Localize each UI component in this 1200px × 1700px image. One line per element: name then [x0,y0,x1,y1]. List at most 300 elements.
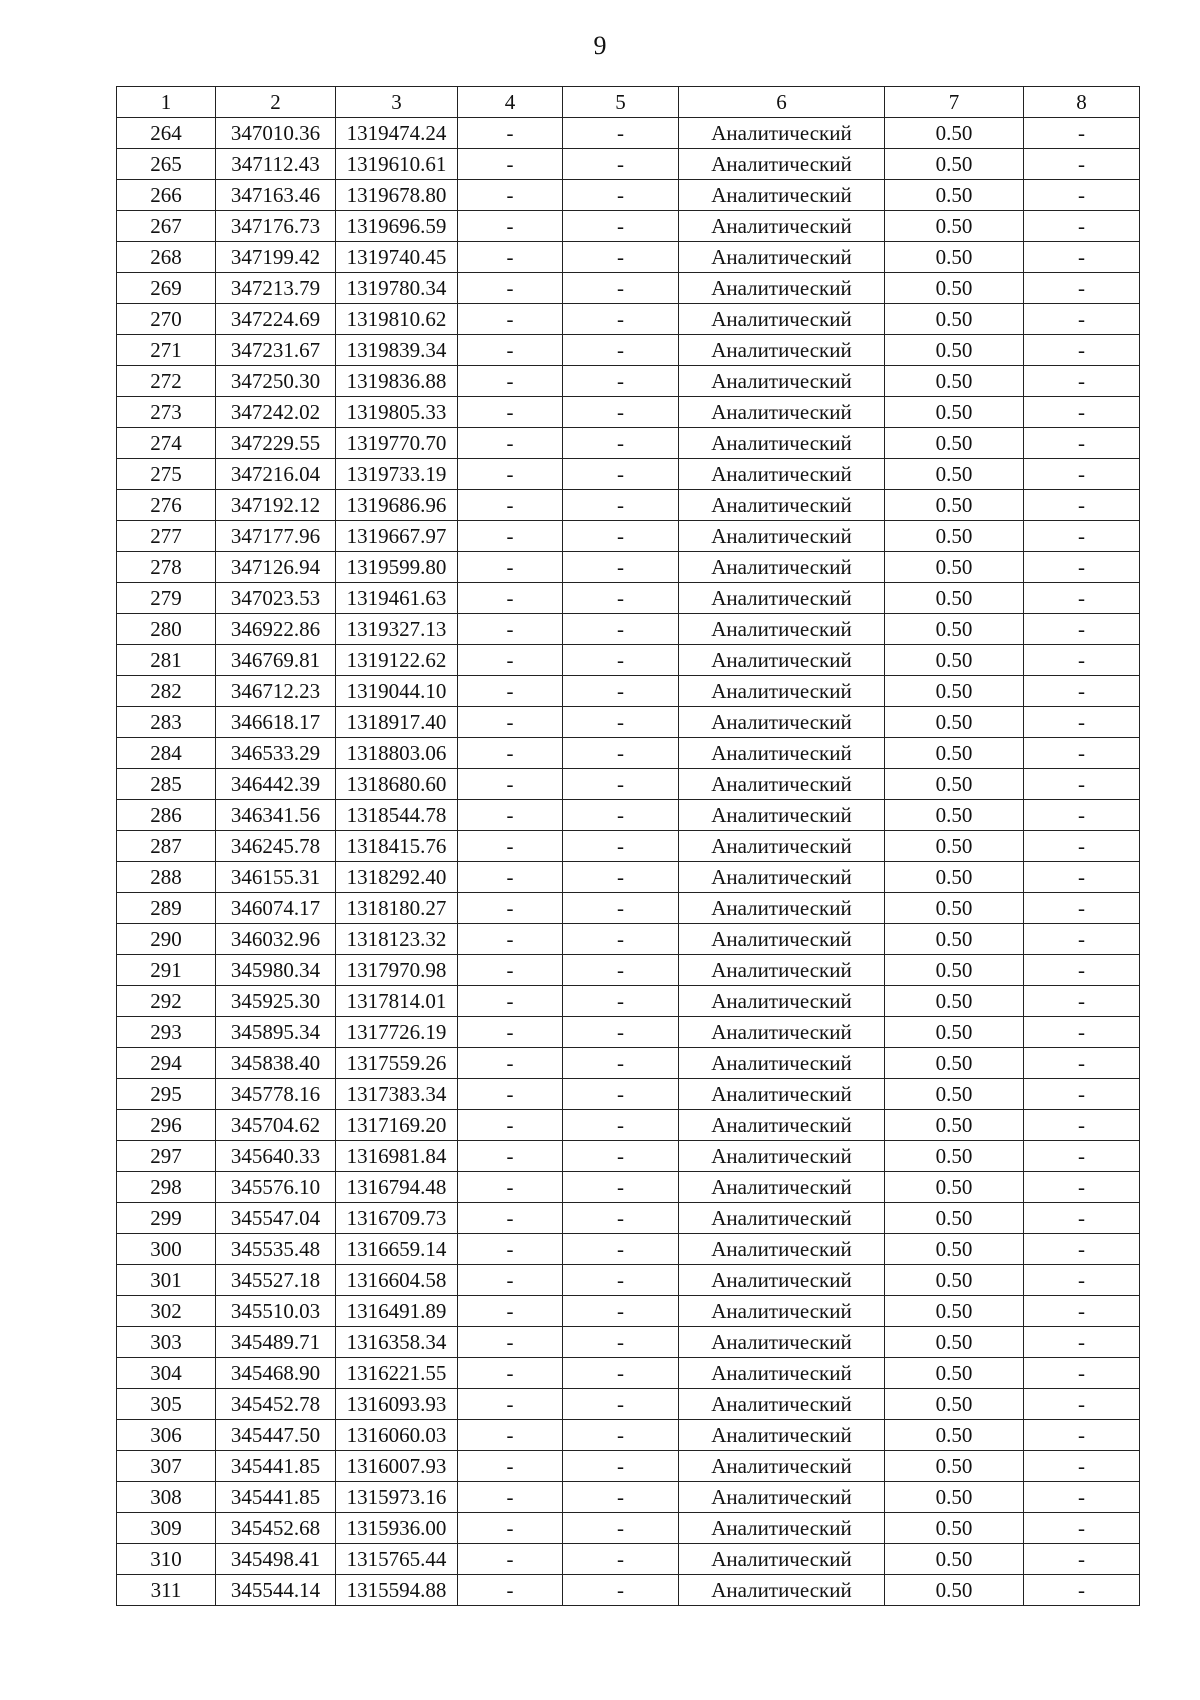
accuracy-cell: 0.50 [885,614,1024,645]
y-coordinate-cell: 1318803.06 [336,738,458,769]
y-coordinate-cell: 1316659.14 [336,1234,458,1265]
table-row [117,583,1140,614]
column-5-cell: - [563,1327,679,1358]
accuracy-cell: 0.50 [885,1079,1024,1110]
column-8-cell: - [1024,1327,1140,1358]
accuracy-cell: 0.50 [885,1575,1024,1606]
table-header-row [117,87,1140,118]
point-number-cell: 269 [117,273,216,304]
column-4-cell: - [458,490,563,521]
table-row [117,645,1140,676]
column-4-cell: - [458,1513,563,1544]
column-4-cell: - [458,862,563,893]
column-8-cell: - [1024,552,1140,583]
table-row [117,893,1140,924]
x-coordinate-cell: 345640.33 [216,1141,336,1172]
accuracy-cell: 0.50 [885,831,1024,862]
table-row [117,1203,1140,1234]
accuracy-cell: 0.50 [885,521,1024,552]
column-4-cell: - [458,1017,563,1048]
column-8-cell: - [1024,1017,1140,1048]
column-4-cell: - [458,1358,563,1389]
accuracy-cell: 0.50 [885,676,1024,707]
column-4-cell: - [458,1079,563,1110]
column-5-cell: - [563,366,679,397]
column-4-cell: - [458,1420,563,1451]
column-8-cell: - [1024,769,1140,800]
y-coordinate-cell: 1315936.00 [336,1513,458,1544]
accuracy-cell: 0.50 [885,738,1024,769]
y-coordinate-cell: 1319686.96 [336,490,458,521]
column-8-cell: - [1024,1451,1140,1482]
point-number-cell: 276 [117,490,216,521]
column-5-cell: - [563,924,679,955]
y-coordinate-cell: 1319780.34 [336,273,458,304]
table-row [117,986,1140,1017]
x-coordinate-cell: 345441.85 [216,1482,336,1513]
column-5-cell: - [563,521,679,552]
method-cell: Аналитический [679,1234,885,1265]
method-cell: Аналитический [679,583,885,614]
x-coordinate-cell: 347224.69 [216,304,336,335]
point-number-cell: 271 [117,335,216,366]
column-8-cell: - [1024,831,1140,862]
point-number-cell: 298 [117,1172,216,1203]
column-8-cell: - [1024,862,1140,893]
method-cell: Аналитический [679,986,885,1017]
y-coordinate-cell: 1316221.55 [336,1358,458,1389]
column-4-cell: - [458,1482,563,1513]
column-5-cell: - [563,490,679,521]
point-number-cell: 296 [117,1110,216,1141]
column-5-cell: - [563,893,679,924]
accuracy-cell: 0.50 [885,1389,1024,1420]
column-4-cell: - [458,1110,563,1141]
y-coordinate-cell: 1319461.63 [336,583,458,614]
accuracy-cell: 0.50 [885,1544,1024,1575]
column-5-cell: - [563,800,679,831]
column-5-cell: - [563,335,679,366]
method-cell: Аналитический [679,955,885,986]
table-row [117,428,1140,459]
y-coordinate-cell: 1316007.93 [336,1451,458,1482]
method-cell: Аналитический [679,428,885,459]
column-4-cell: - [458,273,563,304]
column-5-cell: - [563,1017,679,1048]
table-row [117,1172,1140,1203]
method-cell: Аналитический [679,180,885,211]
column-4-cell: - [458,986,563,1017]
column-8-cell: - [1024,1296,1140,1327]
x-coordinate-cell: 347229.55 [216,428,336,459]
method-cell: Аналитический [679,1420,885,1451]
column-5-cell: - [563,645,679,676]
method-cell: Аналитический [679,1575,885,1606]
column-8-cell: - [1024,490,1140,521]
point-number-cell: 305 [117,1389,216,1420]
x-coordinate-cell: 345576.10 [216,1172,336,1203]
y-coordinate-cell: 1317559.26 [336,1048,458,1079]
method-cell: Аналитический [679,459,885,490]
y-coordinate-cell: 1318544.78 [336,800,458,831]
y-coordinate-cell: 1319839.34 [336,335,458,366]
point-number-cell: 294 [117,1048,216,1079]
method-cell: Аналитический [679,335,885,366]
accuracy-cell: 0.50 [885,118,1024,149]
column-4-cell: - [458,1048,563,1079]
table-row [117,1358,1140,1389]
column-8-cell: - [1024,1544,1140,1575]
x-coordinate-cell: 347250.30 [216,366,336,397]
table-row [117,149,1140,180]
point-number-cell: 270 [117,304,216,335]
column-5-cell: - [563,397,679,428]
x-coordinate-cell: 346074.17 [216,893,336,924]
column-5-cell: - [563,986,679,1017]
column-4-cell: - [458,428,563,459]
column-5-cell: - [563,428,679,459]
table-row [117,1327,1140,1358]
accuracy-cell: 0.50 [885,1141,1024,1172]
y-coordinate-cell: 1319327.13 [336,614,458,645]
x-coordinate-cell: 346922.86 [216,614,336,645]
table-row [117,769,1140,800]
point-number-cell: 301 [117,1265,216,1296]
point-number-cell: 290 [117,924,216,955]
table-row [117,955,1140,986]
x-coordinate-cell: 345895.34 [216,1017,336,1048]
column-8-cell: - [1024,893,1140,924]
column-8-cell: - [1024,1203,1140,1234]
y-coordinate-cell: 1316093.93 [336,1389,458,1420]
column-8-cell: - [1024,738,1140,769]
table-row [117,1544,1140,1575]
column-8-cell: - [1024,273,1140,304]
y-coordinate-cell: 1318415.76 [336,831,458,862]
accuracy-cell: 0.50 [885,397,1024,428]
column-5-cell: - [563,738,679,769]
column-4-cell: - [458,1203,563,1234]
table-row [117,521,1140,552]
method-cell: Аналитический [679,831,885,862]
method-cell: Аналитический [679,552,885,583]
column-5-cell: - [563,1544,679,1575]
y-coordinate-cell: 1319733.19 [336,459,458,490]
column-header: 6 [679,87,885,118]
column-5-cell: - [563,707,679,738]
accuracy-cell: 0.50 [885,490,1024,521]
table-row [117,1451,1140,1482]
x-coordinate-cell: 347216.04 [216,459,336,490]
accuracy-cell: 0.50 [885,1327,1024,1358]
point-number-cell: 279 [117,583,216,614]
x-coordinate-cell: 347023.53 [216,583,336,614]
y-coordinate-cell: 1319667.97 [336,521,458,552]
method-cell: Аналитический [679,769,885,800]
point-number-cell: 292 [117,986,216,1017]
x-coordinate-cell: 345704.62 [216,1110,336,1141]
column-4-cell: - [458,645,563,676]
column-4-cell: - [458,211,563,242]
column-8-cell: - [1024,180,1140,211]
column-5-cell: - [563,583,679,614]
x-coordinate-cell: 347112.43 [216,149,336,180]
method-cell: Аналитический [679,1513,885,1544]
table-row [117,1234,1140,1265]
x-coordinate-cell: 345925.30 [216,986,336,1017]
y-coordinate-cell: 1318180.27 [336,893,458,924]
accuracy-cell: 0.50 [885,1234,1024,1265]
x-coordinate-cell: 346341.56 [216,800,336,831]
column-5-cell: - [563,676,679,707]
accuracy-cell: 0.50 [885,1513,1024,1544]
column-8-cell: - [1024,583,1140,614]
y-coordinate-cell: 1319678.80 [336,180,458,211]
y-coordinate-cell: 1319474.24 [336,118,458,149]
column-4-cell: - [458,1451,563,1482]
table-row [117,614,1140,645]
point-number-cell: 311 [117,1575,216,1606]
x-coordinate-cell: 346032.96 [216,924,336,955]
accuracy-cell: 0.50 [885,1017,1024,1048]
column-4-cell: - [458,1544,563,1575]
point-number-cell: 307 [117,1451,216,1482]
y-coordinate-cell: 1316358.34 [336,1327,458,1358]
accuracy-cell: 0.50 [885,273,1024,304]
method-cell: Аналитический [679,1451,885,1482]
method-cell: Аналитический [679,304,885,335]
y-coordinate-cell: 1319810.62 [336,304,458,335]
x-coordinate-cell: 347177.96 [216,521,336,552]
column-8-cell: - [1024,1079,1140,1110]
column-header: 3 [336,87,458,118]
column-5-cell: - [563,1141,679,1172]
accuracy-cell: 0.50 [885,304,1024,335]
column-4-cell: - [458,366,563,397]
table-row [117,862,1140,893]
table-row [117,118,1140,149]
y-coordinate-cell: 1316060.03 [336,1420,458,1451]
table-row [117,676,1140,707]
y-coordinate-cell: 1318917.40 [336,707,458,738]
y-coordinate-cell: 1319696.59 [336,211,458,242]
column-8-cell: - [1024,986,1140,1017]
column-header: 2 [216,87,336,118]
method-cell: Аналитический [679,676,885,707]
x-coordinate-cell: 345489.71 [216,1327,336,1358]
column-8-cell: - [1024,1234,1140,1265]
accuracy-cell: 0.50 [885,862,1024,893]
column-8-cell: - [1024,1482,1140,1513]
x-coordinate-cell: 346618.17 [216,707,336,738]
x-coordinate-cell: 345498.41 [216,1544,336,1575]
column-8-cell: - [1024,1172,1140,1203]
y-coordinate-cell: 1319599.80 [336,552,458,583]
x-coordinate-cell: 345547.04 [216,1203,336,1234]
x-coordinate-cell: 347126.94 [216,552,336,583]
column-4-cell: - [458,459,563,490]
column-8-cell: - [1024,149,1140,180]
method-cell: Аналитический [679,1358,885,1389]
column-8-cell: - [1024,304,1140,335]
column-8-cell: - [1024,1420,1140,1451]
column-8-cell: - [1024,955,1140,986]
table-row [117,1265,1140,1296]
table-row [117,459,1140,490]
x-coordinate-cell: 347199.42 [216,242,336,273]
column-5-cell: - [563,459,679,490]
point-number-cell: 280 [117,614,216,645]
point-number-cell: 265 [117,149,216,180]
column-4-cell: - [458,1172,563,1203]
column-8-cell: - [1024,614,1140,645]
column-4-cell: - [458,924,563,955]
table-row [117,738,1140,769]
x-coordinate-cell: 345452.78 [216,1389,336,1420]
table-row [117,242,1140,273]
column-5-cell: - [563,1296,679,1327]
y-coordinate-cell: 1317726.19 [336,1017,458,1048]
column-4-cell: - [458,707,563,738]
method-cell: Аналитический [679,273,885,304]
point-number-cell: 308 [117,1482,216,1513]
y-coordinate-cell: 1315765.44 [336,1544,458,1575]
accuracy-cell: 0.50 [885,1451,1024,1482]
accuracy-cell: 0.50 [885,1265,1024,1296]
accuracy-cell: 0.50 [885,924,1024,955]
accuracy-cell: 0.50 [885,800,1024,831]
method-cell: Аналитический [679,366,885,397]
y-coordinate-cell: 1317383.34 [336,1079,458,1110]
column-4-cell: - [458,1327,563,1358]
column-4-cell: - [458,242,563,273]
table-row [117,1017,1140,1048]
point-number-cell: 266 [117,180,216,211]
accuracy-cell: 0.50 [885,1172,1024,1203]
point-number-cell: 275 [117,459,216,490]
x-coordinate-cell: 345510.03 [216,1296,336,1327]
table-row [117,552,1140,583]
point-number-cell: 282 [117,676,216,707]
column-header: 8 [1024,87,1140,118]
column-5-cell: - [563,1110,679,1141]
point-number-cell: 299 [117,1203,216,1234]
column-8-cell: - [1024,428,1140,459]
y-coordinate-cell: 1319836.88 [336,366,458,397]
method-cell: Аналитический [679,242,885,273]
accuracy-cell: 0.50 [885,428,1024,459]
column-4-cell: - [458,1389,563,1420]
y-coordinate-cell: 1317814.01 [336,986,458,1017]
method-cell: Аналитический [679,1389,885,1420]
x-coordinate-cell: 347010.36 [216,118,336,149]
method-cell: Аналитический [679,1079,885,1110]
column-5-cell: - [563,955,679,986]
method-cell: Аналитический [679,1172,885,1203]
table-row [117,211,1140,242]
column-5-cell: - [563,273,679,304]
column-4-cell: - [458,738,563,769]
point-number-cell: 281 [117,645,216,676]
method-cell: Аналитический [679,1296,885,1327]
point-number-cell: 284 [117,738,216,769]
column-8-cell: - [1024,1358,1140,1389]
column-4-cell: - [458,614,563,645]
column-4-cell: - [458,769,563,800]
column-5-cell: - [563,180,679,211]
column-8-cell: - [1024,242,1140,273]
x-coordinate-cell: 345838.40 [216,1048,336,1079]
column-5-cell: - [563,1358,679,1389]
column-4-cell: - [458,180,563,211]
accuracy-cell: 0.50 [885,335,1024,366]
accuracy-cell: 0.50 [885,955,1024,986]
method-cell: Аналитический [679,1544,885,1575]
x-coordinate-cell: 345527.18 [216,1265,336,1296]
table-row [117,1389,1140,1420]
y-coordinate-cell: 1315973.16 [336,1482,458,1513]
method-cell: Аналитический [679,1482,885,1513]
table-row [117,180,1140,211]
column-4-cell: - [458,397,563,428]
x-coordinate-cell: 347213.79 [216,273,336,304]
x-coordinate-cell: 345980.34 [216,955,336,986]
column-8-cell: - [1024,1513,1140,1544]
point-number-cell: 285 [117,769,216,800]
column-8-cell: - [1024,645,1140,676]
method-cell: Аналитический [679,1048,885,1079]
point-number-cell: 277 [117,521,216,552]
point-number-cell: 295 [117,1079,216,1110]
column-8-cell: - [1024,800,1140,831]
x-coordinate-cell: 347163.46 [216,180,336,211]
column-5-cell: - [563,1389,679,1420]
column-4-cell: - [458,831,563,862]
method-cell: Аналитический [679,490,885,521]
x-coordinate-cell: 347176.73 [216,211,336,242]
column-8-cell: - [1024,924,1140,955]
column-5-cell: - [563,1575,679,1606]
column-8-cell: - [1024,459,1140,490]
column-5-cell: - [563,1048,679,1079]
x-coordinate-cell: 346533.29 [216,738,336,769]
accuracy-cell: 0.50 [885,645,1024,676]
x-coordinate-cell: 345535.48 [216,1234,336,1265]
x-coordinate-cell: 346769.81 [216,645,336,676]
column-5-cell: - [563,118,679,149]
method-cell: Аналитический [679,1203,885,1234]
column-5-cell: - [563,1172,679,1203]
point-number-cell: 264 [117,118,216,149]
point-number-cell: 300 [117,1234,216,1265]
point-number-cell: 272 [117,366,216,397]
y-coordinate-cell: 1319610.61 [336,149,458,180]
x-coordinate-cell: 345468.90 [216,1358,336,1389]
x-coordinate-cell: 347242.02 [216,397,336,428]
method-cell: Аналитический [679,614,885,645]
accuracy-cell: 0.50 [885,180,1024,211]
method-cell: Аналитический [679,738,885,769]
point-number-cell: 287 [117,831,216,862]
y-coordinate-cell: 1319740.45 [336,242,458,273]
column-5-cell: - [563,211,679,242]
column-8-cell: - [1024,1048,1140,1079]
y-coordinate-cell: 1316981.84 [336,1141,458,1172]
method-cell: Аналитический [679,118,885,149]
accuracy-cell: 0.50 [885,1296,1024,1327]
column-4-cell: - [458,1234,563,1265]
y-coordinate-cell: 1318680.60 [336,769,458,800]
